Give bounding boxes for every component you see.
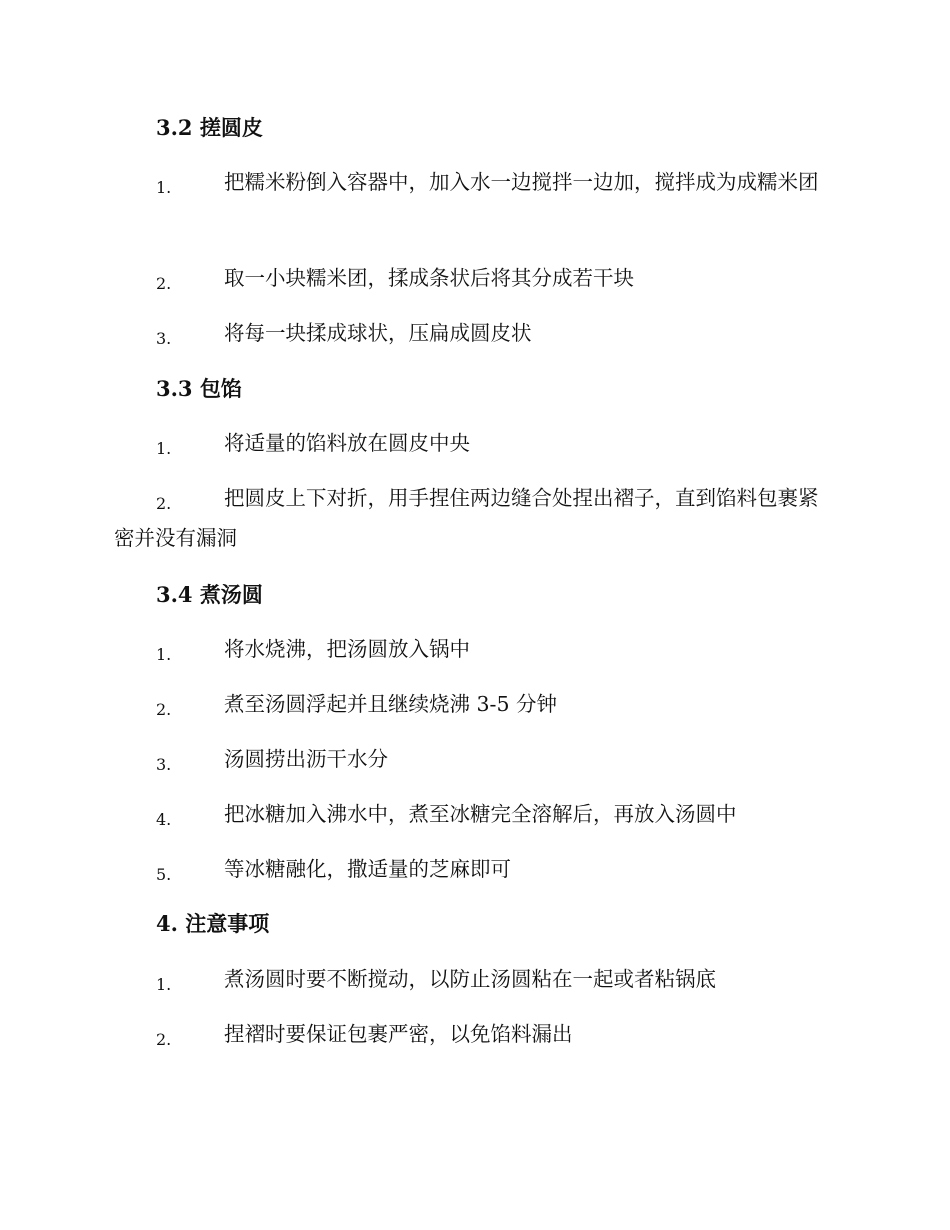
list-item bbox=[114, 745, 836, 779]
list-item bbox=[114, 264, 836, 298]
list-item bbox=[114, 1020, 836, 1054]
list-item bbox=[114, 965, 836, 999]
list-item bbox=[114, 855, 836, 889]
list-item-number: 3. bbox=[156, 755, 172, 774]
section-heading: 3.3 包馅 bbox=[156, 376, 242, 401]
list-item bbox=[114, 168, 836, 202]
list-item-number: 2. bbox=[156, 1030, 172, 1049]
list-item-text: 把冰糖加入沸水中，煮至冰糖完全溶解后，再放入汤圆中 bbox=[224, 802, 737, 826]
list-item bbox=[114, 800, 836, 834]
list-item-number: 4. bbox=[156, 810, 172, 829]
list-item-number: 1. bbox=[156, 975, 172, 994]
list-item-number: 1. bbox=[156, 178, 172, 197]
list-item-text: 将水烧沸，把汤圆放入锅中 bbox=[224, 637, 470, 661]
list-item-number: 3. bbox=[156, 329, 172, 348]
list-item-text: 等冰糖融化，撒适量的芝麻即可 bbox=[224, 857, 511, 881]
list-item-number: 2. bbox=[156, 494, 172, 513]
section-heading: 3.4 煮汤圆 bbox=[156, 582, 263, 607]
list-item-number: 1. bbox=[156, 645, 172, 664]
list-item bbox=[114, 690, 836, 724]
list-item bbox=[114, 635, 836, 669]
list-item-number: 1. bbox=[156, 439, 172, 458]
list-item bbox=[114, 484, 836, 558]
list-item-number: 2. bbox=[156, 700, 172, 719]
list-item-text: 汤圆捞出沥干水分 bbox=[224, 747, 388, 771]
list-item-text: 煮至汤圆浮起并且继续烧沸 3-5 分钟 bbox=[224, 692, 558, 716]
list-item-text: 煮汤圆时要不断搅动，以防止汤圆粘在一起或者粘锅底 bbox=[224, 967, 716, 991]
section-heading: 3.2 搓圆皮 bbox=[156, 115, 263, 140]
section-heading: 4. 注意事项 bbox=[156, 911, 270, 936]
list-item-text: 捏褶时要保证包裹严密，以免馅料漏出 bbox=[224, 1022, 573, 1046]
list-item-text: 把糯米粉倒入容器中，加入水一边搅拌一边加，搅拌成为成糯米团 bbox=[224, 170, 819, 194]
list-item bbox=[114, 319, 836, 353]
list-item-text: 将每一块揉成球状，压扁成圆皮状 bbox=[224, 321, 532, 345]
list-item-text: 把圆皮上下对折，用手捏住两边缝合处捏出褶子，直到馅料包裹紧密并没有漏洞 bbox=[114, 486, 819, 550]
list-item-number: 5. bbox=[156, 865, 172, 884]
list-item-text: 将适量的馅料放在圆皮中央 bbox=[224, 431, 470, 455]
list-item-number: 2. bbox=[156, 274, 172, 293]
list-item-text: 取一小块糯米团，揉成条状后将其分成若干块 bbox=[224, 266, 634, 290]
list-item bbox=[114, 429, 836, 463]
